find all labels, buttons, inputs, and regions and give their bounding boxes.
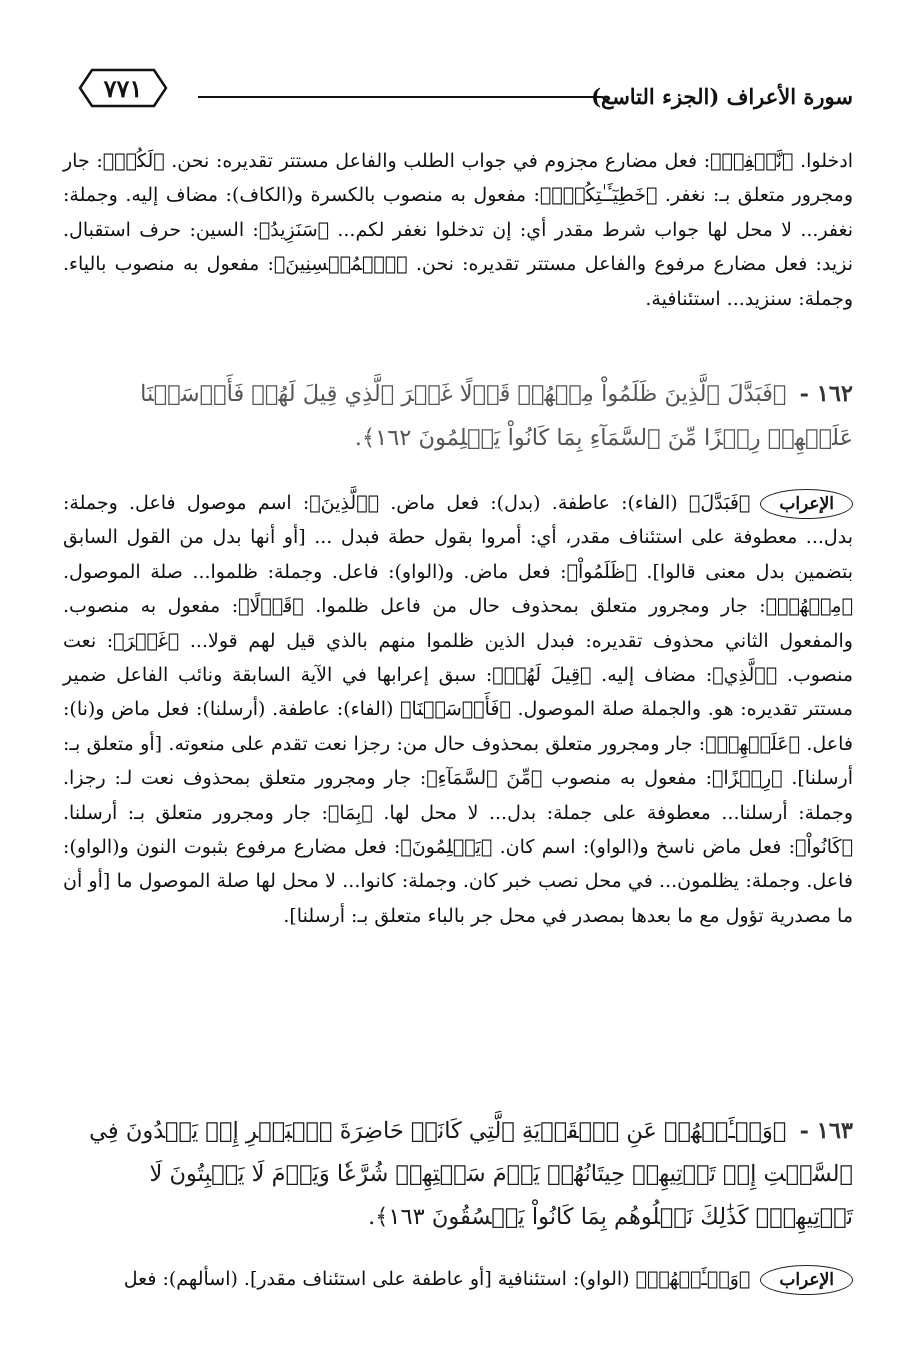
verse-text-162: ﴿فَبَدَّلَ ٱلَّذِينَ ظَلَمُواْ مِنۡهُمۡ قَوۡلًا غَيۡرَ ٱلَّذِي قِيلَ لَهُمۡ فَأَرۡسَلۡنَا عَلَيۡهِمۡ رِجۡزًا مِّنَ ٱلسَّمَآءِ بِمَا كَانُواْ يَظۡلِمُونَ ١٦٢﴾. bbox=[140, 381, 853, 451]
paragraph-3 bbox=[63, 1262, 853, 1296]
verse-text-163: ﴿وَسۡـَٔلۡهُمۡ عَنِ ٱلۡقَرۡيَةِ ٱلَّتِي كَانَتۡ حَاضِرَةَ ٱلۡبَحۡرِ إِذۡ يَعۡدُونَ فِي ٱلسَّبۡتِ إِذۡ تَأۡتِيهِمۡ حِيتَانُهُمۡ يَوۡمَ سَبۡتِهِمۡ شُرَّعٗا وَيَوۡمَ لَا يَسۡبِتُونَ لَا تَأۡتِيهِمۡۚ كَذَٰلِكَ نَبۡلُوهُم بِمَا كَانُواْ يَفۡسُقُونَ ١٦٣﴾. bbox=[89, 1118, 853, 1230]
paragraph-3-text: ﴿وَسۡـَٔلۡهُمۡ﴾ (الواو): استئنافية [أو عاطفة على استئناف مقدر]. (اسألهم): فعل bbox=[123, 1268, 751, 1290]
header-rule bbox=[198, 96, 603, 98]
paragraph-2-text: ﴿فَبَدَّلَ﴾ (الفاء): عاطفة. (بدل): فعل ماض. ﴿ٱلَّذِينَ﴾: اسم موصول فاعل. وجملة: بدل... معطوفة على استئناف مقدر، أي: أمروا بقول حطة فبدل ... [أو أنها بدل من القول السابق بتضمين بدل معنى قالوا]. ﴿ظَلَمُواْ﴾: فعل ماض. و(الواو): فاعل. وجملة: ظلموا... صلة الموصول. ﴿مِنۡهُمۡ﴾: جار ومجرور متعلق بمحذوف حال من فاعل ظلموا. ﴿قَوۡلًا﴾: مفعول به منصوب. والمفعول الثاني محذوف تقديره: فبدل الذين ظلموا منهم بالذي قيل لهم قولا... ﴿غَيۡرَ﴾: نعت منصوب. ﴿ٱلَّذِي﴾: مضاف إليه. ﴿قِيلَ لَهُمۡ﴾: سبق إعرابها في الآية السابقة ونائب الفاعل ضمير مستتر تقديره: هو. والجملة صلة الموصول. ﴿فَأَرۡسَلۡنَا﴾ (الفاء): عاطفة. (أرسلنا): فعل ماض و(نا): فاعل. ﴿عَلَيۡهِمۡ﴾: جار ومجرور متعلق بمحذوف حال من: رجزا نعت تقدم على منعوته. [أو متعلق بـ: أرسلنا]. ﴿رِجۡزًا﴾: مفعول به منصوب ﴿مِّنَ ٱلسَّمَآءِ﴾: جار ومجرور متعلق بمحذوف نعت لـ: رجزا. وجملة: أرسلنا... معطوفة على جملة: بدل... لا محل لها. ﴿بِمَا﴾: جار ومجرور متعلق بـ: أرسلنا. ﴿كَانُواْ﴾: فعل ماض ناسخ و(الواو): اسم كان. ﴿يَظۡلِمُونَ﴾: فعل مضارع مرفوع بثبوت النون و(الواو): فاعل. وجملة: يظلمون... في محل نصب خبر كان. وجملة: كانوا... لا محل لها صلة الموصول ما [أو أن ما مصدرية تؤول مع ما بعدها بمصدر في محل جر بالباء متعلق بـ: أرسلنا]. bbox=[63, 492, 853, 927]
irab-label-1: الإعراب bbox=[760, 489, 853, 519]
irab-label-2: الإعراب bbox=[760, 1265, 853, 1295]
verse-162 bbox=[63, 372, 853, 460]
page-number bbox=[78, 68, 168, 108]
paragraph-1: ادخلوا. ﴿نَّغۡفِرۡ﴾: فعل مضارع مجزوم في جواب الطلب والفاعل مستتر تقديره: نحن. ﴿لَكُمۡ﴾: جار ومجرور متعلق بـ: نغفر. ﴿خَطِيٓـَٔـٰتِكُمۡۚ﴾: مفعول به منصوب بالكسرة و(الكاف): مضاف إليه. وجملة: نغفر... لا محل لها جواب شرط مقدر أي: إن تدخلوا نغفر لكم... ﴿سَنَزِيدُ﴾: السين: حرف استقبال. نزيد: فعل مضارع مرفوع والفاعل مستتر تقديره: نحن. ﴿ٱلۡمُحۡسِنِينَ﴾: مفعول به منصوب بالياء. وجملة: سنزيد... استئنافية. bbox=[63, 150, 853, 310]
page-title: سورة الأعراف (الجزء التاسع) bbox=[591, 84, 853, 109]
verse-number-162: ١٦٢ - bbox=[799, 381, 853, 407]
verse-number-163: ١٦٣ - bbox=[799, 1118, 853, 1144]
verse-163 bbox=[63, 1110, 853, 1239]
paragraph-2 bbox=[63, 486, 853, 933]
page-number-text: ٧٧١ bbox=[103, 73, 143, 103]
page-header bbox=[70, 62, 853, 122]
